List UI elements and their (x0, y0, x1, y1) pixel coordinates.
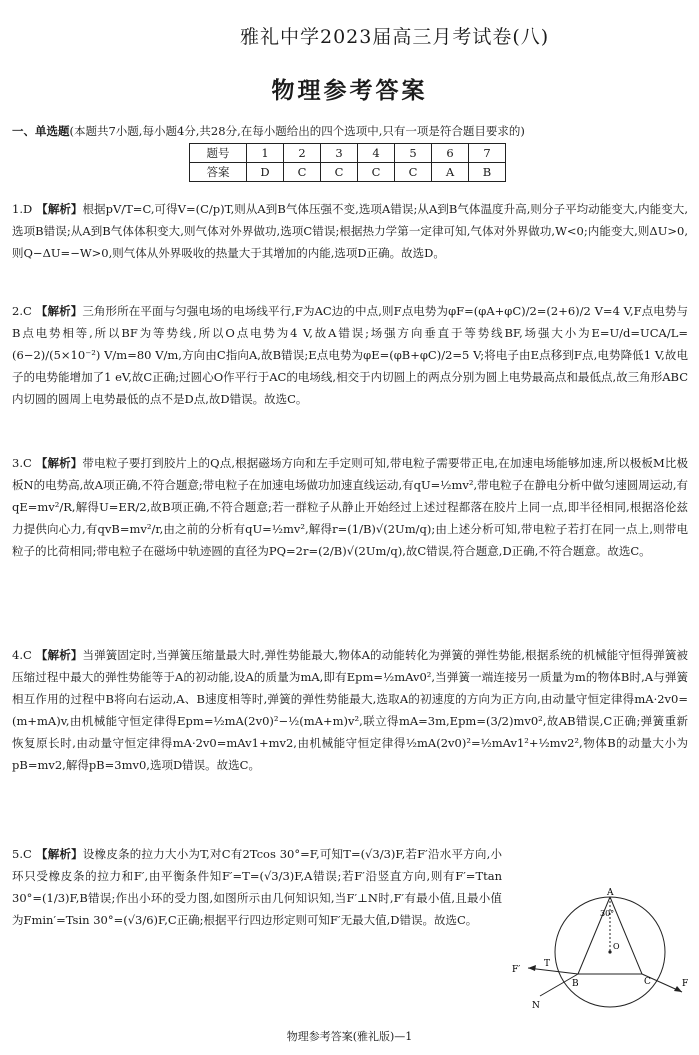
section-description: (本题共7小题,每小题4分,共28分,在每小题给出的四个选项中,只有一项是符合题目要求的) (69, 124, 525, 138)
answer-q5 (12, 843, 502, 931)
table-cell: A (432, 163, 469, 182)
answer-q3 (12, 452, 688, 562)
table-row (190, 163, 506, 182)
label-o: O (613, 942, 620, 951)
analysis-text: 三角形所在平面与匀强电场的电场线平行,F为AC边的中点,则F点电势为φF=(φA+φC)/2=(2+6)/2 V=4 V,F点电势与B点电势相等,所以BF为等势线,所以O点电势为4 V,故A错误;场强方向垂直于等势线BF,场强大小为E=U/d=UCA/L=(6−2)/(5×10⁻²) V/m=80 V/m,方向由C指向A,故B错误;E点电势为φE=(φB+φC)/2=5 V;将电子由E点移到F点,电势降低1 V,故电子的电势能增加了1 eV,故C正确;过圆心O作平行于AC的电场线,相交于内切圆上的两点分别为圆上电势最高点和最低点,故三角形ABC内切圆的圆周上电势最低的点不是D点,故D错误。故选C。 (12, 304, 688, 406)
section-heading (12, 123, 525, 139)
table-cell: 7 (469, 144, 506, 163)
label-f: F (682, 979, 689, 989)
table-cell: C (284, 163, 321, 182)
table-cell: C (358, 163, 395, 182)
table-cell: C (395, 163, 432, 182)
analysis-text: 设橡皮条的拉力大小为T,对C有2Tcos 30°=F,可知T=(√3/3)F,若F′沿水平方向,小环只受橡皮条的拉力和F′,由平衡条件知F′=T=(√3/3)F,A错误;若F′沿竖直方向,则有F′=Ttan 30°=(1/3)F,B错误;作出小环的受力图,如图所示由几何知识知,当F′⊥N时,F′有最小值,且最小值为Fmin′=Tsin 30°=(√3/6)F,C正确;根据平行四边形定则可知F′无最大值,D错误。故选C。 (12, 847, 502, 927)
answer-table (189, 143, 506, 182)
label-fprime: F′ (512, 965, 521, 975)
label-b: B (572, 979, 579, 989)
question-number: 2.C (12, 304, 32, 318)
question-number: 5.C (12, 847, 32, 861)
exam-title: 雅礼中学2023届高三月考试卷(八) (240, 26, 550, 48)
table-header-cell: 题号 (190, 144, 247, 163)
table-header-cell: 答案 (190, 163, 247, 182)
analysis-text: 带电粒子要打到胶片上的Q点,根据磁场方向和左手定则可知,带电粒子需要带正电,在加速电场能够加速,所以极板M比极板N的电势高,故A项正确,不符合题意;带电粒子在加速电场做功加速直线运动,有qU=½mv²,带电粒子在静电分析中做匀速圆周运动,有qE=mv²/R,解得U=ER/2,故B项正确,不符合题意;若一群粒子从静止开始经过上述过程都落在胶片上同一点,即半径相同,根据洛伦兹力提供向心力,有qvB=mv²/r,由之前的分析有qU=½mv²,解得r=(1/B)√(2Um/q);由上述分析可知,带电粒子若打在同一点上,则带电粒子的比荷相同;带电粒子在磁场中轨迹圆的直径为PQ=2r=(2/B)√(2Um/q),故C错误,符合题意,D正确,不符合题意。故选C。 (12, 456, 689, 558)
analysis-tag: 【解析】 (35, 456, 83, 470)
table-cell: D (247, 163, 284, 182)
label-angle: 30° (600, 909, 615, 918)
diagram-line-ac (610, 897, 642, 974)
question-number: 1.D (12, 202, 33, 216)
label-a: A (607, 888, 614, 898)
table-cell: 3 (321, 144, 358, 163)
answer-q2 (12, 300, 688, 410)
force-fprime (528, 968, 578, 974)
document-title: 物理参考答案 (271, 77, 428, 104)
answer-q1 (12, 198, 688, 264)
answer-q4 (12, 644, 688, 776)
table-cell: B (469, 163, 506, 182)
analysis-text: 根据pV/T=C,可得V=(C/p)T,则从A到B气体压强不变,选项A错误;从A到B气体温度升高,则分子平均动能变大,内能变大,选项B错误;从A到B气体体积变大,则气体对外界做功,选项C错误;根据热力学第一定律可知,气体对外界做功,W<0;内能变大,则ΔU>0,则Q−ΔU=−W>0,则气体从外界吸收的热量大于其增加的内能,选项D正确。故选D。 (12, 202, 688, 260)
center-point (608, 950, 611, 953)
section-title: 一、单选题 (12, 124, 70, 138)
analysis-tag: 【解析】 (35, 648, 83, 662)
arrowhead-fprime (528, 965, 536, 971)
table-cell: 4 (358, 144, 395, 163)
arrowhead-f (674, 986, 682, 992)
label-t: T (544, 959, 551, 969)
question-number: 3.C (12, 456, 32, 470)
analysis-tag: 【解析】 (36, 202, 83, 216)
table-cell: 5 (395, 144, 432, 163)
analysis-text: 当弹簧固定时,当弹簧压缩量最大时,弹性势能最大,物体A的动能转化为弹簧的弹性势能,根据系统的机械能守恒得弹簧被压缩过程中最大的弹性势能等于A的初动能,设A的质量为mA,即有Epm=½mAv0²,当弹簧一端连接另一质量为m的物体B时,A与弹簧相互作用的过程中B将向右运动,A、B速度相等时,弹簧的弹性势能最大,选取A的初速度的方向为正方向,由动量守恒定律得mA·2v0=(m+mA)v,由机械能守恒定律得Epm=½mA(2v0)²−½(mA+m)v²,联立得mA=3m,Epm=(3/2)mv0²,故AB错误,C正确;弹簧重新恢复原长时,由动量守恒定律得mA·2v0=mAv1+mv2,由机械能守恒定律得½mA(2v0)²=½mAv1²+½mv2²,物体B的动量大小为pB=mv2,解得pB=3mv0,选项D错误。故选C。 (12, 648, 688, 772)
table-row (190, 144, 506, 163)
page-footer: 物理参考答案(雅礼版)—1 (286, 1030, 413, 1043)
table-cell: 6 (432, 144, 469, 163)
question-number: 4.C (12, 648, 32, 662)
force-diagram (510, 888, 690, 1018)
label-c: C (644, 977, 651, 987)
analysis-tag: 【解析】 (35, 847, 83, 861)
analysis-tag: 【解析】 (35, 304, 83, 318)
label-n: N (532, 1001, 540, 1011)
table-cell: 1 (247, 144, 284, 163)
table-cell: C (321, 163, 358, 182)
table-cell: 2 (284, 144, 321, 163)
